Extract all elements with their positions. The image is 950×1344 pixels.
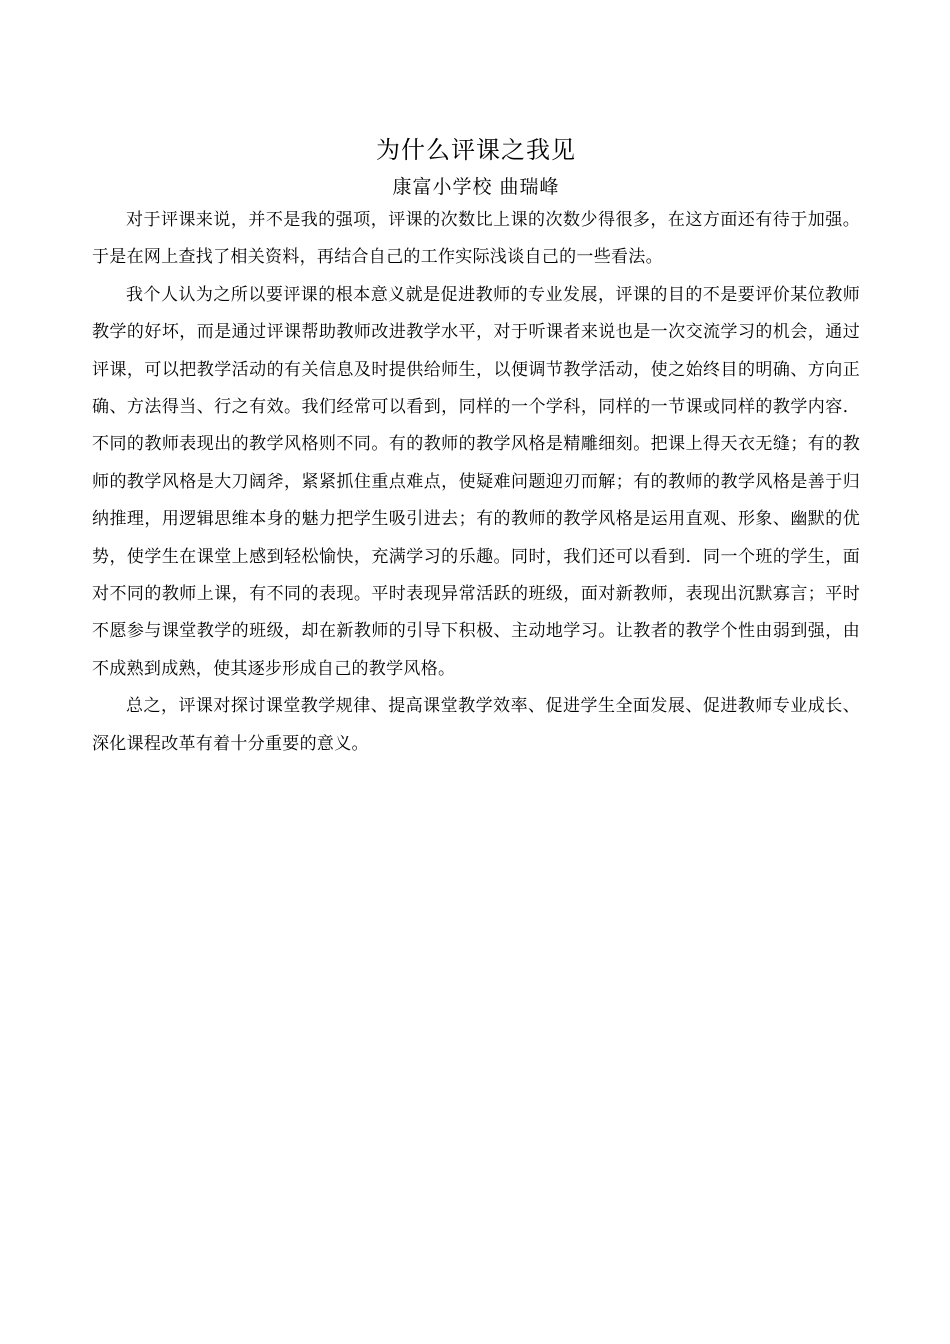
paragraph-conclusion: 总之，评课对探讨课堂教学规律、提高课堂教学效率、促进学生全面发展、促进教师专业成长、深化课程改革有着十分重要的意义。 bbox=[92, 696, 860, 754]
author-line: 康富小学校 曲瑞峰 bbox=[392, 176, 560, 198]
paragraph-intro: 对于评课来说，并不是我的强项，评课的次数比上课的次数少得很多，在这方面还有待于加强。于是在网上查找了相关资料，再结合自己的工作实际浅谈自己的一些看法。 bbox=[92, 210, 860, 268]
document-page bbox=[92, 132, 860, 763]
page-title: 为什么评课之我见 bbox=[376, 136, 576, 164]
paragraph-main: 我个人认为之所以要评课的根本意义就是促进教师的专业发展，评课的目的不是要评价某位教师教学的好坏，而是通过评课帮助教师改进教学水平，对于听课者来说也是一次交流学习的机会，通过评课，可以把教学活动的有关信息及时提供给师生，以便调节教学活动，使之始终目的明确、方向正确、方法得当、行之有效。我们经常可以看到，同样的一个学科，同样的一节课或同样的教学内容．不同的教师表现出的教学风格则不同。有的教师的教学风格是精雕细刻。把课上得天衣无缝；有的教师的教学风格是大刀阔斧，紧紧抓住重点难点，使疑难问题迎刃而解；有的教师的教学风格是善于归纳推理，用逻辑思维本身的魅力把学生吸引进去；有的教师的教学风格是运用直观、形象、幽默的优势，使学生在课堂上感到轻松愉快，充满学习的乐趣。同时，我们还可以看到．同一个班的学生，面对不同的教师上课，有不同的表现。平时表现异常活跃的班级，面对新教师，表现出沉默寡言；平时不愿参与课堂教学的班级，却在新教师的引导下积极、主动地学习。让教者的教学个性由弱到强，由不成熟到成熟，使其逐步形成自己的教学风格。 bbox=[92, 284, 860, 679]
